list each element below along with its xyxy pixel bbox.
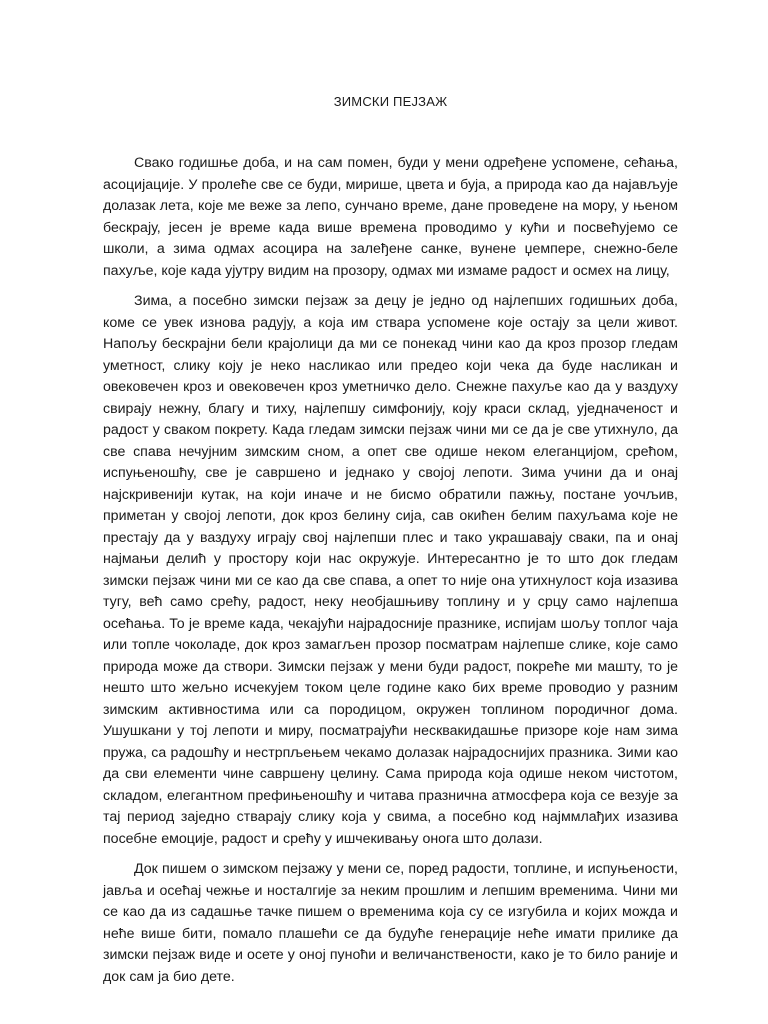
paragraph-3: Док пишем о зимском пејзажу у мени се, поред радости, топлине, и испуњености, јавља и осећај чежње и носталгије за неким прошлим и лепшим временима. Чини ми се као да из садашње тачке пишем о временима која су се изгубила и којих можда и неће више бити, помало плашећи се да будуће генерације неће имати прилике да зимски пејзаж виде и осете у оној пуноћи и величанствености, како је то било раније и док сам ја био дете.	[103, 861, 678, 985]
paragraph-1: Свако годишње доба, и на сам помен, буди у мени одређене успомене, сећања, асоцијације. У пролеће све се буди, мирише, цвета и буја, а природа као да најављује долазак лета, које ме веже за лепо, сунчано време, дане проведене на мору, у њеном бескрају, јесен је време када више времена проводимо у кући и посвећујемо се школи, а зима одмах асоцира на залеђене санке, вунене џемпере, снежно-беле пахуље, које када ујутру видим на прозору, одмах ми измаме радост и осмех на лицу,	[103, 155, 678, 279]
paragraph-2: Зима, а посебно зимски пејзаж за децу је једно од најлепших годишњих доба, коме се увек изнова радују, а која им ствара успомене које остају за цели живот. Напољу бескрајни бели крајолици да ми се понекад чини као да кроз прозор гледам уметност, слику коју је неко насликао или предео који чека да буде насликан и овековечен кроз и овековечен кроз уметничко дело. Снежне пахуље као да у ваздуху свирају нежну, благу и тиху, најлепшу симфонију, коју краси склад, уједначеност и радост у сваком покрету. Када гледам зимски пејзаж чини ми се да је све утихнуло, да све спава нечујним зимским сном, а опет све одише неком елеганцијом, срећом, испуњеношћу, све је савршено и једнако у својој лепоти. Зима учини да и онај најскривенији кутак, на који иначе и не бисмо обратили пажњу, постане уочљив, приметан у својој лепоти, док кроз белину сија, сав окићен белим пахуљама које не престају да у ваздуху играју свој најлепши плес и тако украшавају сваки, па и онај најмањи делић у простору који нас окружује. Интересантно је то што док гледам зимски пејзаж чини ми се као да све спава, а опет то није она утихнулост која изазива тугу, већ само срећу, радост, неку необјашњиву топлину и у срцу само најлепша осећања. То је време када, чекајући најрадосније празнике, испијам шољу топлог чаја или топле чоколаде, док кроз замагљен прозор посматрам најлепше слике, које само природа може да створи. Зимски пејзаж у мени буди радост, покреће ми машту, то је нешто што жељно исчекујем током целе године како бих време проводио у разним зимским активностима или са породицом, окружен топлином породичног дома. Ушушкани у тој лепоти и миру, посматрајући несквакидашње призоре које нам зима пружа, са радошћу и нестрпљењем чекамо долазак најрадоснијих празника. Зими као да сви елементи чине савршену целину. Сама природа која одише неком чистотом, складом, елегантном префињеношћу и читава празнична атмосфера која се везује за тај период заједно стварају слику која у свима, а посебно код најммлађих изазива посебне емоције, радост и срећу у ишчекивању онога што долази.	[103, 293, 678, 847]
document-title: ЗИМСКИ ПЕЈЗАЖ	[333, 94, 448, 109]
